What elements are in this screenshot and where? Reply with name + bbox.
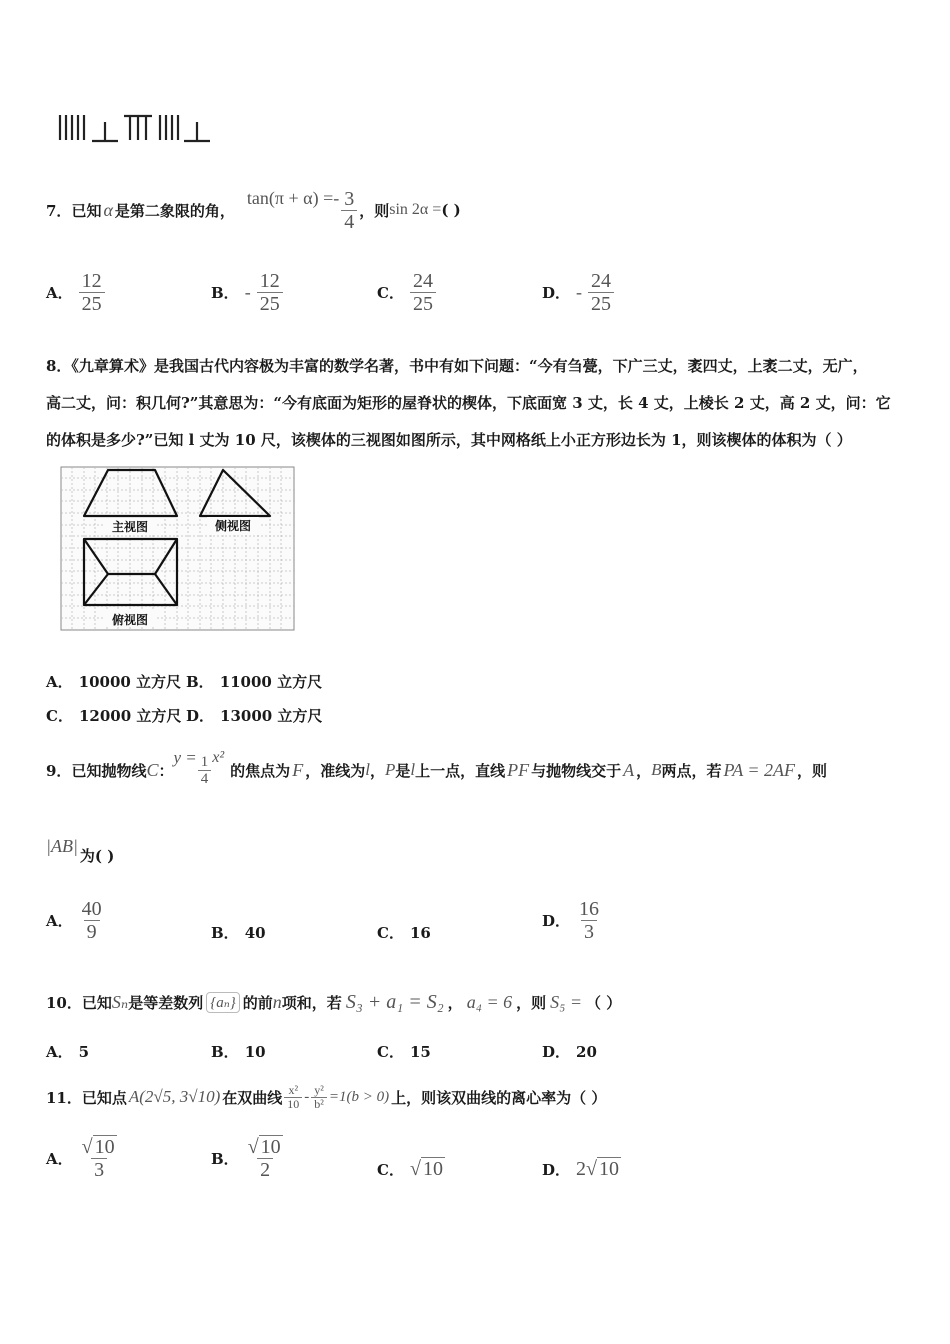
- q8-option-b[interactable]: B． 11000 立方尺: [186, 673, 323, 691]
- q7-option-b[interactable]: B． - $\frac{12}{25}$: [211, 270, 283, 315]
- counting-rod-numeral: [56, 112, 216, 146]
- q7-option-d[interactable]: D． - $\frac{24}{25}$: [542, 270, 614, 315]
- q9-option-c[interactable]: C． 16: [377, 923, 431, 942]
- side-view-label: 侧视图: [214, 519, 252, 533]
- question-10-stem: 10． 已知 Sₙ 是等差数列 {aₙ} 的前 n 项和，若 S₃ + a₁ = S₂ ， a₄ = 6 ，则 S₅ = （ ）: [46, 990, 622, 1013]
- q7-sin-expression: sin 2α =: [389, 201, 442, 218]
- q11-option-a[interactable]: A． $\frac{√ 10}{3}$: [46, 1136, 115, 1181]
- question-8-line-3: 的体积是多少?”已知 l 丈为 10 尺，该楔体的三视图如图所示，其中网格纸上小正方形边长为 1，则该楔体的体积为（ ）: [46, 431, 852, 449]
- question-7-stem: 7． 已知 α 是第二象限的角， tan(π + α) = - $\frac{3}{4}$ ，则 sin 2α = ( ): [46, 187, 461, 233]
- q7-number: 7．: [46, 201, 72, 220]
- top-view-label: 俯视图: [111, 613, 149, 627]
- question-11-stem: 11． 已知点 A(2√5, 3√10) 在双曲线 $\frac{\text{x²}}{10}$ - $\frac{\text{y²}}{\text{b²}}$ =1(b > 0) 上，则该双曲线的离心率为（ ）: [46, 1082, 607, 1111]
- q7-tan-expression: tan(π + α) =: [246, 187, 334, 208]
- q11-option-d[interactable]: D． 2√ 10: [542, 1158, 619, 1180]
- question-9-stem-cont: |AB| 为( ): [46, 835, 115, 865]
- front-view-label: 主视图: [111, 520, 149, 534]
- q10-option-a[interactable]: A． 5: [46, 1042, 90, 1061]
- q10-option-b[interactable]: B． 10: [211, 1042, 266, 1061]
- q7-option-c[interactable]: C． $\frac{24}{25}$: [377, 270, 436, 315]
- q8-option-a[interactable]: A． 10000 立方尺: [46, 673, 182, 691]
- q7-tan-fraction: $\frac{3}{4}$: [341, 188, 357, 233]
- q9-option-a[interactable]: A． $\frac{40}{9}$: [46, 898, 102, 943]
- q10-option-d[interactable]: D． 20: [542, 1042, 597, 1061]
- three-view-figure: [60, 466, 296, 632]
- question-8-line-1: 8．《九章算术》是我国古代内容极为丰富的数学名著，书中有如下问题：“今有刍甍，下广三丈，袤四丈，上袤二丈，无广，: [46, 357, 868, 375]
- q11-option-b[interactable]: B． $\frac{√ 10}{2}$: [211, 1136, 281, 1181]
- q8-option-d[interactable]: D． 13000 立方尺: [186, 707, 323, 725]
- q9-option-b[interactable]: B． 40: [211, 923, 266, 942]
- q8-option-c[interactable]: C． 12000 立方尺: [46, 707, 182, 725]
- question-9-stem: 9． 已知抛物线 C ： y = $\frac{1}{4}$ x² 的焦点为 F ，准线为 l ， P 是 l 上一点，直线 PF 与抛物线交于 A ， B 两点，若 PA = 2AF ，则: [46, 748, 828, 787]
- q7-option-a[interactable]: A． $\frac{12}{25}$: [46, 270, 105, 315]
- q9-option-d[interactable]: D． $\frac{16}{3}$: [542, 898, 600, 943]
- question-8-line-2: 高二丈，问：积几何?”其意思为：“今有底面为矩形的屋脊状的楔体，下底面宽 3 丈，长 4 丈，上棱长 2 丈，高 2 丈，问：它: [46, 394, 891, 412]
- q10-option-c[interactable]: C． 15: [377, 1042, 431, 1061]
- q11-option-c[interactable]: C． √ 10: [377, 1158, 443, 1180]
